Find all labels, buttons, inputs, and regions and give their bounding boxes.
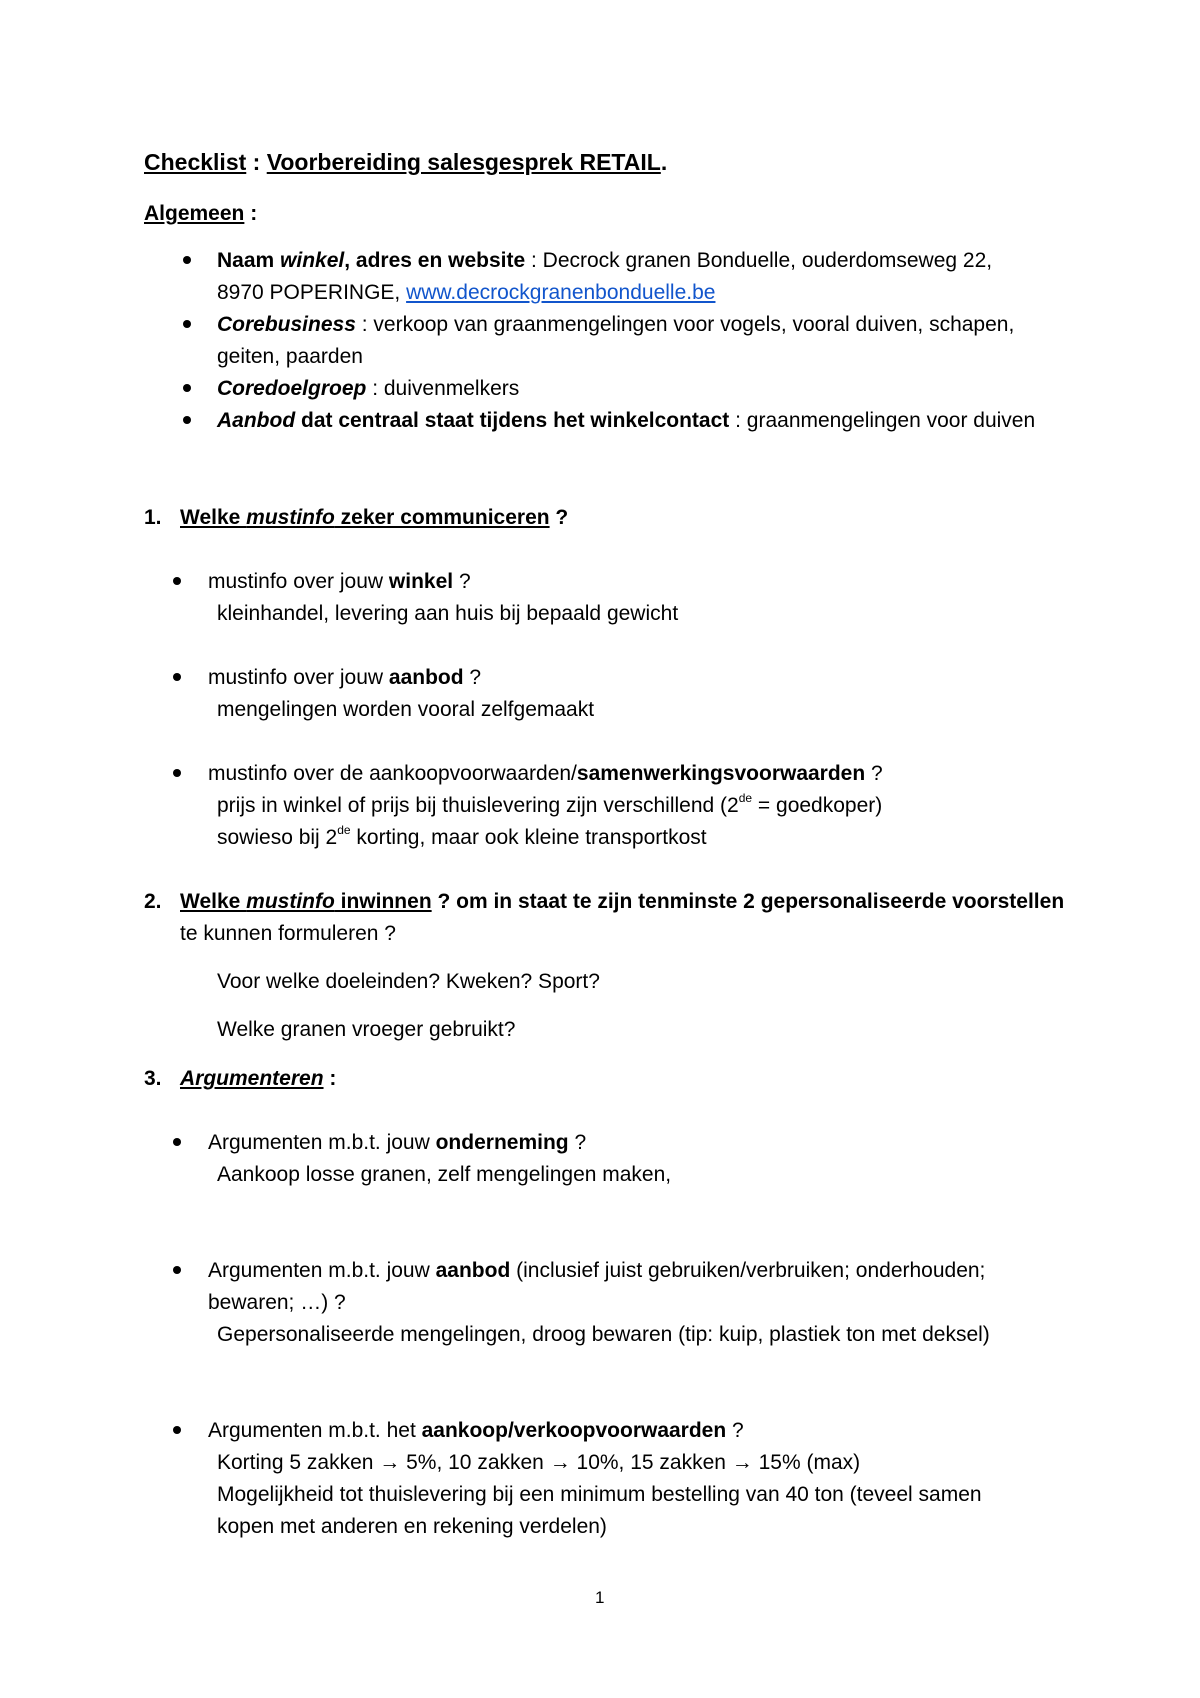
text: : graanmengelingen voor duiven [729, 409, 1036, 432]
text: 8970 POPERINGE, [217, 281, 407, 304]
text: prijs in winkel of prijs bij thuislevering zijn verschillend (2 [217, 794, 739, 817]
s2-question-2: Welke granen vroeger gebruikt? [217, 1018, 516, 1041]
arrow-right-icon: → [549, 1451, 571, 1474]
text: Argumenteren [180, 1067, 324, 1090]
text: sowieso bij 2 [217, 826, 338, 849]
text: samenwerkingsvoorwaarden [576, 762, 866, 785]
text: Argumenten m.b.t. jouw [208, 1131, 436, 1154]
algemeen-item-2-line2: geiten, paarden [217, 345, 363, 368]
text: Argumenten m.b.t. jouw [208, 1259, 436, 1282]
text: Korting 5 zakken [217, 1451, 380, 1474]
text: = goedkoper) [752, 794, 883, 817]
text: , adres en website [344, 249, 526, 272]
s1-item-1 [208, 569, 471, 595]
s3-item-1 [208, 1130, 586, 1156]
text: Aanbod [217, 409, 296, 432]
algemeen-item-3 [217, 376, 519, 402]
algemeen-item-1-line2 [217, 280, 715, 306]
section-2-heading-line2: te kunnen formuleren ? [180, 922, 396, 945]
text: ? [549, 506, 569, 529]
text: aanbod [388, 666, 464, 689]
text: Welke [180, 506, 247, 529]
text: mustinfo over jouw [208, 570, 389, 593]
title-sep: : [246, 149, 267, 175]
bullet-icon [183, 320, 191, 328]
section-3-number: 3. [144, 1067, 162, 1090]
text: aanbod [435, 1259, 511, 1282]
arrow-right-icon: → [731, 1451, 753, 1474]
text: : Decrock granen Bonduelle, ouderdomseweg 22, [525, 249, 993, 272]
arrow-right-icon: → [379, 1451, 401, 1474]
text: ? [726, 1419, 744, 1442]
bullet-icon [183, 416, 191, 424]
page-title [144, 149, 667, 175]
algemeen-item-1 [217, 248, 992, 274]
text: winkel [388, 570, 454, 593]
s1-item-2 [208, 665, 481, 691]
text: zeker communiceren [334, 506, 550, 529]
text: Naam [217, 249, 281, 272]
algemeen-heading [144, 201, 257, 227]
text: Coredoelgroep [217, 377, 367, 400]
text: mustinfo over de aankoopvoorwaarden/ [208, 762, 577, 785]
s3-item-3 [208, 1418, 744, 1444]
section-3-heading [180, 1066, 336, 1092]
bullet-icon [173, 1426, 181, 1434]
text: aankoop/verkoopvoorwaarden [421, 1419, 727, 1442]
bullet-icon [173, 769, 181, 777]
section-2-number: 2. [144, 890, 162, 913]
text: mustinfo over jouw [208, 666, 389, 689]
s1-item-3 [208, 761, 883, 787]
text: : [323, 1067, 337, 1090]
s1-item-1-answer: kleinhandel, levering aan huis bij bepaald gewicht [217, 602, 679, 625]
text: inwinnen [334, 890, 432, 913]
bullet-icon [183, 256, 191, 264]
s3-item-2-answer: Gepersonaliseerde mengelingen, droog bewaren (tip: kuip, plastiek ton met deksel) [217, 1323, 990, 1346]
text: ? [463, 666, 482, 689]
text: dat centraal staat tijdens het winkelcontact [295, 409, 730, 432]
text: : duivenmelkers [366, 377, 520, 400]
bullet-icon [173, 577, 181, 585]
title-label: Checklist [144, 149, 247, 175]
s1-item-3-answer-2 [217, 825, 707, 851]
algemeen-item-2 [217, 312, 1014, 338]
text: Argumenten m.b.t. het [208, 1419, 422, 1442]
section-1-number: 1. [144, 506, 162, 529]
title-text: Voorbereiding salesgesprek RETAIL [266, 149, 661, 175]
s3-item-3-mogelijkheid-2: kopen met anderen en rekening verdelen) [217, 1515, 607, 1538]
bullet-icon [173, 1138, 181, 1146]
title-end: . [660, 149, 668, 175]
text: mustinfo [246, 890, 335, 913]
bullet-icon [183, 384, 191, 392]
text: winkel [280, 249, 345, 272]
s3-item-2-line2: bewaren; …) ? [208, 1291, 346, 1314]
text: onderneming [435, 1131, 569, 1154]
text: ? [865, 762, 883, 785]
s3-item-3-korting [217, 1450, 860, 1476]
superscript: de [337, 823, 351, 837]
text: 5%, 10 zakken [400, 1451, 550, 1474]
bullet-icon [173, 1266, 181, 1274]
s2-question-1: Voor welke doeleinden? Kweken? Sport? [217, 970, 600, 993]
section-2-heading [180, 889, 1064, 915]
text: ? [568, 1131, 587, 1154]
text: 10%, 15 zakken [570, 1451, 732, 1474]
text: 15% (max) [752, 1451, 861, 1474]
s3-item-2 [208, 1258, 985, 1284]
bullet-icon [173, 673, 181, 681]
text: ? om in staat te zijn tenminste 2 gepersonaliseerde voorstellen [431, 890, 1065, 913]
s3-item-1-answer: Aankoop losse granen, zelf mengelingen maken, [217, 1163, 672, 1186]
page-number: 1 [595, 1588, 605, 1607]
text: Welke [180, 890, 247, 913]
s1-item-3-answer-1 [217, 793, 882, 819]
text: (inclusief juist gebruiken/verbruiken; onderhouden; [510, 1259, 986, 1282]
algemeen-item-4 [217, 408, 1035, 434]
algemeen-heading-colon: : [244, 202, 258, 225]
text: : verkoop van graanmengelingen voor vogels, vooral duiven, schapen, [355, 313, 1015, 336]
text: mustinfo [246, 506, 335, 529]
section-1-heading [180, 505, 568, 531]
text: Corebusiness [217, 313, 356, 336]
website-link[interactable]: www.decrockgranenbonduelle.be [406, 281, 716, 304]
s3-item-3-mogelijkheid-1: Mogelijkheid tot thuislevering bij een minimum bestelling van 40 ton (teveel samen [217, 1483, 982, 1506]
superscript: de [738, 791, 753, 805]
text: ? [453, 570, 471, 593]
text: korting, maar ook kleine transportkost [350, 826, 707, 849]
algemeen-heading-text: Algemeen [144, 202, 245, 225]
s1-item-2-answer: mengelingen worden vooral zelfgemaakt [217, 698, 595, 721]
